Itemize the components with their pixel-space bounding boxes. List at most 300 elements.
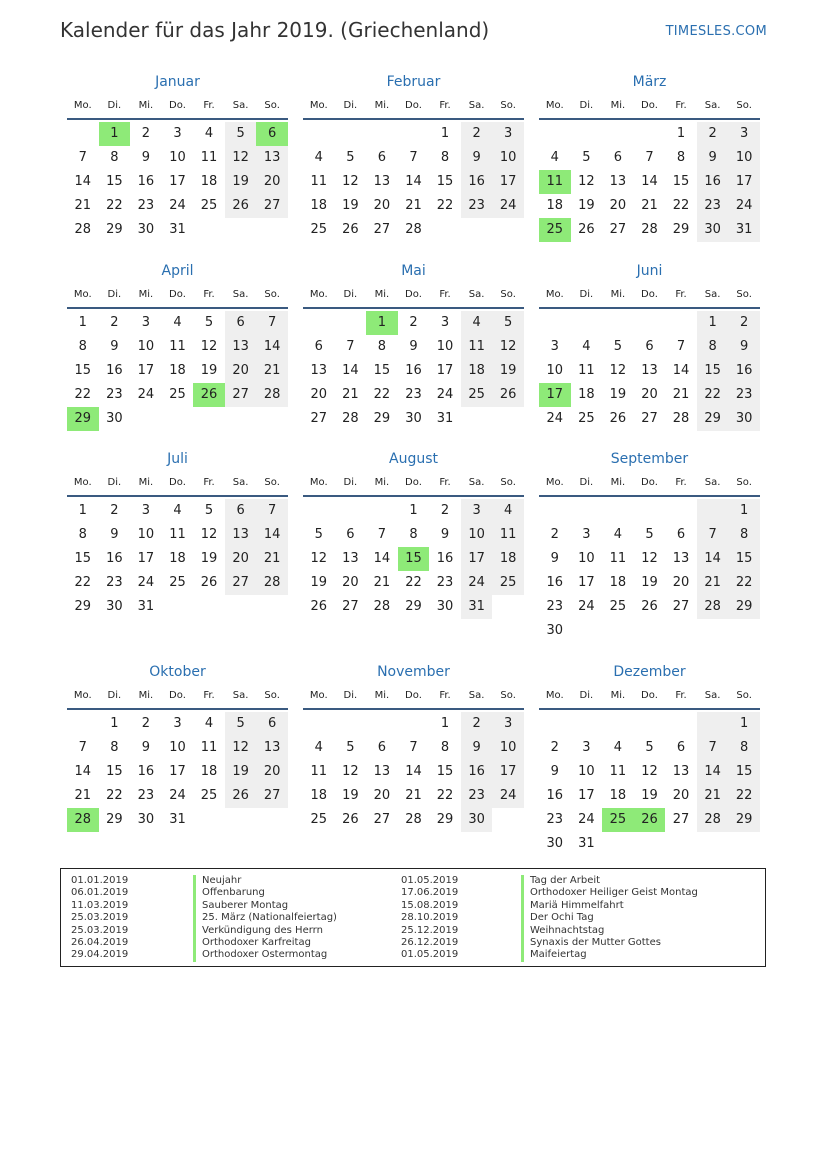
day-cell[interactable]: 16: [106, 551, 123, 566]
day-cell[interactable]: 17: [492, 170, 524, 194]
day-cell[interactable]: 3: [173, 126, 182, 141]
day-cell[interactable]: 30: [728, 407, 760, 431]
day-cell[interactable]: 7: [78, 740, 87, 755]
day-cell[interactable]: 21: [74, 198, 92, 213]
day-cell[interactable]: 12: [342, 174, 359, 189]
day-cell[interactable]: 7: [256, 311, 288, 335]
day-cell[interactable]: 27: [373, 812, 391, 827]
day-cell[interactable]: 7: [78, 150, 87, 165]
day-cell[interactable]: 2: [697, 122, 729, 146]
day-cell[interactable]: 14: [405, 764, 422, 779]
day-cell[interactable]: 26: [609, 411, 627, 426]
day-cell[interactable]: 8: [728, 523, 760, 547]
day-cell[interactable]: 17: [492, 760, 524, 784]
day-cell[interactable]: 8: [440, 740, 450, 755]
day-cell[interactable]: 7: [256, 499, 288, 523]
day-cell[interactable]: 20: [641, 387, 658, 402]
day-cell[interactable]: 19: [492, 359, 524, 383]
day-cell[interactable]: 13: [672, 764, 690, 779]
day-cell[interactable]: 19: [200, 551, 218, 566]
day-cell[interactable]: 12: [578, 174, 595, 189]
day-cell[interactable]: 20: [256, 170, 288, 194]
day-cell[interactable]: 23: [461, 194, 493, 218]
day-cell[interactable]: 5: [314, 527, 323, 542]
holiday-day-cell[interactable]: 11: [539, 170, 571, 194]
day-cell[interactable]: 27: [256, 194, 288, 218]
day-cell[interactable]: 13: [225, 523, 257, 547]
day-cell[interactable]: 1: [409, 503, 418, 518]
day-cell[interactable]: 4: [613, 740, 623, 755]
day-cell[interactable]: 12: [342, 764, 359, 779]
day-cell[interactable]: 10: [728, 146, 760, 170]
day-cell[interactable]: 22: [436, 788, 454, 803]
day-cell[interactable]: 7: [377, 527, 387, 542]
day-cell[interactable]: 8: [676, 150, 686, 165]
holiday-day-cell[interactable]: 25: [602, 808, 634, 832]
day-cell[interactable]: 4: [204, 716, 214, 731]
day-cell[interactable]: 31: [461, 595, 493, 619]
day-cell[interactable]: 2: [461, 122, 493, 146]
day-cell[interactable]: 9: [461, 736, 493, 760]
day-cell[interactable]: 22: [74, 387, 92, 402]
day-cell[interactable]: 10: [169, 740, 186, 755]
day-cell[interactable]: 2: [550, 527, 559, 542]
day-cell[interactable]: 1: [728, 712, 760, 736]
day-cell[interactable]: 21: [373, 575, 391, 590]
day-cell[interactable]: 28: [697, 808, 729, 832]
day-cell[interactable]: 17: [578, 575, 595, 590]
day-cell[interactable]: 19: [342, 198, 359, 213]
day-cell[interactable]: 4: [173, 315, 182, 330]
day-cell[interactable]: 1: [110, 716, 119, 731]
day-cell[interactable]: 16: [405, 363, 422, 378]
day-cell[interactable]: 23: [436, 575, 454, 590]
day-cell[interactable]: 2: [141, 126, 151, 141]
day-cell[interactable]: 9: [550, 551, 559, 566]
day-cell[interactable]: 29: [697, 407, 729, 431]
day-cell[interactable]: 10: [169, 150, 186, 165]
day-cell[interactable]: 13: [641, 363, 658, 378]
day-cell[interactable]: 20: [342, 575, 359, 590]
day-cell[interactable]: 29: [672, 222, 690, 237]
day-cell[interactable]: 14: [342, 363, 359, 378]
day-cell[interactable]: 21: [697, 784, 729, 808]
day-cell[interactable]: 18: [310, 788, 328, 803]
day-cell[interactable]: 14: [256, 523, 288, 547]
day-cell[interactable]: 3: [141, 315, 151, 330]
day-cell[interactable]: 22: [405, 575, 422, 590]
day-cell[interactable]: 21: [641, 198, 658, 213]
day-cell[interactable]: 8: [78, 527, 87, 542]
day-cell[interactable]: 20: [672, 575, 690, 590]
day-cell[interactable]: 20: [310, 387, 328, 402]
day-cell[interactable]: 18: [546, 198, 564, 213]
day-cell[interactable]: 13: [373, 764, 391, 779]
day-cell[interactable]: 2: [461, 712, 493, 736]
day-cell[interactable]: 12: [310, 551, 328, 566]
day-cell[interactable]: 11: [200, 150, 218, 165]
day-cell[interactable]: 1: [78, 315, 87, 330]
day-cell[interactable]: 20: [672, 788, 690, 803]
day-cell[interactable]: 8: [110, 740, 119, 755]
day-cell[interactable]: 20: [225, 359, 257, 383]
day-cell[interactable]: 2: [409, 315, 418, 330]
holiday-day-cell[interactable]: 1: [99, 122, 131, 146]
day-cell[interactable]: 7: [676, 339, 686, 354]
day-cell[interactable]: 31: [436, 411, 454, 426]
day-cell[interactable]: 28: [256, 383, 288, 407]
day-cell[interactable]: 4: [461, 311, 493, 335]
day-cell[interactable]: 21: [342, 387, 359, 402]
day-cell[interactable]: 6: [256, 712, 288, 736]
day-cell[interactable]: 27: [672, 599, 690, 614]
day-cell[interactable]: 15: [436, 764, 454, 779]
day-cell[interactable]: 5: [225, 712, 257, 736]
day-cell[interactable]: 5: [492, 311, 524, 335]
day-cell[interactable]: 17: [461, 547, 493, 571]
day-cell[interactable]: 13: [342, 551, 359, 566]
day-cell[interactable]: 24: [137, 387, 155, 402]
day-cell[interactable]: 8: [697, 335, 729, 359]
day-cell[interactable]: 24: [578, 812, 595, 827]
day-cell[interactable]: 25: [200, 198, 218, 213]
day-cell[interactable]: 31: [169, 222, 186, 237]
day-cell[interactable]: 30: [461, 808, 493, 832]
day-cell[interactable]: 15: [728, 547, 760, 571]
day-cell[interactable]: 19: [310, 575, 328, 590]
day-cell[interactable]: 31: [728, 218, 760, 242]
day-cell[interactable]: 4: [173, 503, 182, 518]
day-cell[interactable]: 30: [137, 222, 155, 237]
day-cell[interactable]: 13: [373, 174, 391, 189]
day-cell[interactable]: 4: [492, 499, 524, 523]
day-cell[interactable]: 11: [609, 764, 627, 779]
day-cell[interactable]: 3: [461, 499, 493, 523]
day-cell[interactable]: 24: [492, 784, 524, 808]
site-logo[interactable]: TIMESLES.COM: [665, 24, 767, 39]
day-cell[interactable]: 6: [225, 311, 257, 335]
day-cell[interactable]: 16: [546, 788, 564, 803]
day-cell[interactable]: 15: [697, 359, 729, 383]
day-cell[interactable]: 1: [697, 311, 729, 335]
day-cell[interactable]: 27: [609, 222, 627, 237]
day-cell[interactable]: 13: [310, 363, 328, 378]
day-cell[interactable]: 5: [582, 150, 591, 165]
day-cell[interactable]: 23: [728, 383, 760, 407]
day-cell[interactable]: 28: [405, 812, 422, 827]
day-cell[interactable]: 17: [137, 363, 155, 378]
day-cell[interactable]: 3: [582, 740, 591, 755]
day-cell[interactable]: 27: [672, 812, 690, 827]
day-cell[interactable]: 18: [609, 788, 627, 803]
day-cell[interactable]: 16: [137, 764, 155, 779]
day-cell[interactable]: 30: [405, 411, 422, 426]
day-cell[interactable]: 29: [373, 411, 391, 426]
day-cell[interactable]: 7: [697, 736, 729, 760]
day-cell[interactable]: 27: [310, 411, 328, 426]
day-cell[interactable]: 13: [672, 551, 690, 566]
day-cell[interactable]: 29: [728, 595, 760, 619]
day-cell[interactable]: 11: [200, 740, 218, 755]
day-cell[interactable]: 8: [110, 150, 119, 165]
day-cell[interactable]: 7: [697, 523, 729, 547]
day-cell[interactable]: 6: [314, 339, 323, 354]
day-cell[interactable]: 9: [728, 335, 760, 359]
day-cell[interactable]: 25: [310, 222, 328, 237]
day-cell[interactable]: 28: [641, 222, 658, 237]
day-cell[interactable]: 29: [74, 599, 92, 614]
day-cell[interactable]: 24: [578, 599, 595, 614]
day-cell[interactable]: 4: [314, 150, 323, 165]
holiday-day-cell[interactable]: 26: [193, 383, 225, 407]
day-cell[interactable]: 31: [169, 812, 186, 827]
day-cell[interactable]: 18: [169, 363, 186, 378]
day-cell[interactable]: 22: [436, 198, 454, 213]
day-cell[interactable]: 5: [225, 122, 257, 146]
day-cell[interactable]: 6: [676, 527, 686, 542]
day-cell[interactable]: 25: [310, 812, 328, 827]
day-cell[interactable]: 20: [609, 198, 627, 213]
day-cell[interactable]: 3: [728, 122, 760, 146]
day-cell[interactable]: 19: [609, 387, 627, 402]
day-cell[interactable]: 21: [74, 788, 92, 803]
day-cell[interactable]: 16: [436, 551, 454, 566]
day-cell[interactable]: 7: [409, 740, 418, 755]
day-cell[interactable]: 12: [200, 527, 218, 542]
day-cell[interactable]: 26: [200, 575, 218, 590]
day-cell[interactable]: 23: [106, 387, 123, 402]
day-cell[interactable]: 22: [106, 788, 123, 803]
day-cell[interactable]: 19: [641, 788, 658, 803]
day-cell[interactable]: 18: [200, 174, 218, 189]
day-cell[interactable]: 5: [645, 740, 654, 755]
day-cell[interactable]: 17: [169, 174, 186, 189]
day-cell[interactable]: 25: [169, 387, 186, 402]
day-cell[interactable]: 15: [74, 551, 92, 566]
day-cell[interactable]: 19: [578, 198, 595, 213]
day-cell[interactable]: 24: [546, 411, 564, 426]
day-cell[interactable]: 15: [106, 764, 123, 779]
day-cell[interactable]: 23: [137, 198, 155, 213]
day-cell[interactable]: 6: [225, 499, 257, 523]
day-cell[interactable]: 13: [256, 146, 288, 170]
day-cell[interactable]: 11: [169, 339, 186, 354]
day-cell[interactable]: 21: [256, 359, 288, 383]
day-cell[interactable]: 23: [405, 387, 422, 402]
day-cell[interactable]: 18: [461, 359, 493, 383]
day-cell[interactable]: 26: [225, 194, 257, 218]
day-cell[interactable]: 30: [106, 599, 123, 614]
day-cell[interactable]: 16: [461, 170, 493, 194]
day-cell[interactable]: 29: [728, 808, 760, 832]
day-cell[interactable]: 18: [578, 387, 595, 402]
day-cell[interactable]: 29: [436, 812, 454, 827]
day-cell[interactable]: 10: [436, 339, 454, 354]
day-cell[interactable]: 9: [697, 146, 729, 170]
day-cell[interactable]: 15: [106, 174, 123, 189]
day-cell[interactable]: 13: [256, 736, 288, 760]
day-cell[interactable]: 18: [492, 547, 524, 571]
day-cell[interactable]: 14: [74, 764, 92, 779]
day-cell[interactable]: 15: [728, 760, 760, 784]
day-cell[interactable]: 9: [110, 339, 119, 354]
day-cell[interactable]: 27: [225, 383, 257, 407]
day-cell[interactable]: 22: [106, 198, 123, 213]
day-cell[interactable]: 10: [492, 146, 524, 170]
day-cell[interactable]: 8: [728, 736, 760, 760]
day-cell[interactable]: 18: [310, 198, 328, 213]
day-cell[interactable]: 14: [256, 335, 288, 359]
day-cell[interactable]: 25: [461, 383, 493, 407]
day-cell[interactable]: 6: [346, 527, 355, 542]
day-cell[interactable]: 26: [641, 599, 658, 614]
holiday-day-cell[interactable]: 26: [634, 808, 666, 832]
day-cell[interactable]: 4: [550, 150, 559, 165]
holiday-day-cell[interactable]: 29: [67, 407, 99, 431]
day-cell[interactable]: 31: [578, 836, 595, 851]
day-cell[interactable]: 1: [78, 503, 87, 518]
day-cell[interactable]: 7: [409, 150, 418, 165]
day-cell[interactable]: 1: [440, 716, 450, 731]
day-cell[interactable]: 3: [582, 527, 591, 542]
day-cell[interactable]: 11: [310, 174, 328, 189]
day-cell[interactable]: 22: [672, 198, 690, 213]
day-cell[interactable]: 29: [106, 222, 123, 237]
day-cell[interactable]: 24: [492, 194, 524, 218]
day-cell[interactable]: 30: [106, 411, 123, 426]
day-cell[interactable]: 20: [373, 198, 391, 213]
day-cell[interactable]: 26: [225, 784, 257, 808]
day-cell[interactable]: 20: [225, 547, 257, 571]
day-cell[interactable]: 12: [200, 339, 218, 354]
holiday-day-cell[interactable]: 28: [67, 808, 99, 832]
day-cell[interactable]: 16: [697, 170, 729, 194]
holiday-day-cell[interactable]: 17: [539, 383, 571, 407]
day-cell[interactable]: 26: [492, 383, 524, 407]
day-cell[interactable]: 4: [314, 740, 323, 755]
day-cell[interactable]: 9: [440, 527, 450, 542]
day-cell[interactable]: 8: [409, 527, 418, 542]
day-cell[interactable]: 28: [373, 599, 391, 614]
day-cell[interactable]: 3: [492, 122, 524, 146]
day-cell[interactable]: 21: [672, 387, 690, 402]
day-cell[interactable]: 18: [609, 575, 627, 590]
day-cell[interactable]: 24: [461, 571, 493, 595]
day-cell[interactable]: 31: [137, 599, 155, 614]
holiday-day-cell[interactable]: 15: [398, 547, 430, 571]
day-cell[interactable]: 1: [440, 126, 450, 141]
day-cell[interactable]: 22: [697, 383, 729, 407]
day-cell[interactable]: 24: [169, 788, 186, 803]
day-cell[interactable]: 27: [641, 411, 658, 426]
day-cell[interactable]: 4: [204, 126, 214, 141]
day-cell[interactable]: 21: [697, 571, 729, 595]
day-cell[interactable]: 30: [137, 812, 155, 827]
day-cell[interactable]: 3: [141, 503, 151, 518]
day-cell[interactable]: 25: [169, 575, 186, 590]
day-cell[interactable]: 9: [141, 740, 151, 755]
day-cell[interactable]: 10: [492, 736, 524, 760]
day-cell[interactable]: 14: [672, 363, 690, 378]
day-cell[interactable]: 6: [676, 740, 686, 755]
day-cell[interactable]: 10: [546, 363, 564, 378]
day-cell[interactable]: 9: [461, 146, 493, 170]
day-cell[interactable]: 7: [645, 150, 654, 165]
day-cell[interactable]: 23: [461, 784, 493, 808]
day-cell[interactable]: 30: [697, 218, 729, 242]
day-cell[interactable]: 11: [578, 363, 595, 378]
day-cell[interactable]: 15: [74, 363, 92, 378]
day-cell[interactable]: 11: [310, 764, 328, 779]
day-cell[interactable]: 27: [373, 222, 391, 237]
day-cell[interactable]: 12: [641, 764, 658, 779]
day-cell[interactable]: 16: [137, 174, 155, 189]
holiday-day-cell[interactable]: 1: [366, 311, 398, 335]
day-cell[interactable]: 3: [440, 315, 450, 330]
day-cell[interactable]: 19: [225, 170, 257, 194]
day-cell[interactable]: 29: [405, 599, 422, 614]
day-cell[interactable]: 20: [373, 788, 391, 803]
day-cell[interactable]: 25: [200, 788, 218, 803]
day-cell[interactable]: 11: [169, 527, 186, 542]
day-cell[interactable]: 8: [78, 339, 87, 354]
day-cell[interactable]: 23: [546, 812, 564, 827]
day-cell[interactable]: 27: [256, 784, 288, 808]
day-cell[interactable]: 23: [697, 194, 729, 218]
day-cell[interactable]: 24: [137, 575, 155, 590]
day-cell[interactable]: 26: [310, 599, 328, 614]
day-cell[interactable]: 14: [373, 551, 391, 566]
day-cell[interactable]: 10: [137, 527, 155, 542]
day-cell[interactable]: 30: [546, 623, 564, 638]
day-cell[interactable]: 26: [578, 222, 595, 237]
day-cell[interactable]: 12: [225, 736, 257, 760]
day-cell[interactable]: 6: [377, 150, 387, 165]
day-cell[interactable]: 10: [578, 764, 595, 779]
day-cell[interactable]: 17: [728, 170, 760, 194]
day-cell[interactable]: 2: [141, 716, 151, 731]
day-cell[interactable]: 25: [609, 599, 627, 614]
day-cell[interactable]: 2: [110, 315, 119, 330]
day-cell[interactable]: 11: [609, 551, 627, 566]
day-cell[interactable]: 9: [141, 150, 151, 165]
day-cell[interactable]: 2: [728, 311, 760, 335]
day-cell[interactable]: 21: [405, 788, 422, 803]
day-cell[interactable]: 15: [373, 363, 391, 378]
day-cell[interactable]: 23: [137, 788, 155, 803]
day-cell[interactable]: 19: [641, 575, 658, 590]
day-cell[interactable]: 22: [728, 784, 760, 808]
day-cell[interactable]: 29: [106, 812, 123, 827]
day-cell[interactable]: 24: [169, 198, 186, 213]
day-cell[interactable]: 17: [436, 363, 454, 378]
day-cell[interactable]: 27: [342, 599, 359, 614]
day-cell[interactable]: 5: [613, 339, 623, 354]
day-cell[interactable]: 17: [137, 551, 155, 566]
day-cell[interactable]: 28: [342, 411, 359, 426]
day-cell[interactable]: 9: [110, 527, 119, 542]
day-cell[interactable]: 12: [609, 363, 627, 378]
day-cell[interactable]: 19: [225, 760, 257, 784]
day-cell[interactable]: 2: [440, 503, 450, 518]
day-cell[interactable]: 3: [492, 712, 524, 736]
day-cell[interactable]: 16: [461, 760, 493, 784]
day-cell[interactable]: 13: [609, 174, 627, 189]
day-cell[interactable]: 28: [672, 411, 690, 426]
day-cell[interactable]: 16: [728, 359, 760, 383]
day-cell[interactable]: 13: [225, 335, 257, 359]
day-cell[interactable]: 6: [377, 740, 387, 755]
